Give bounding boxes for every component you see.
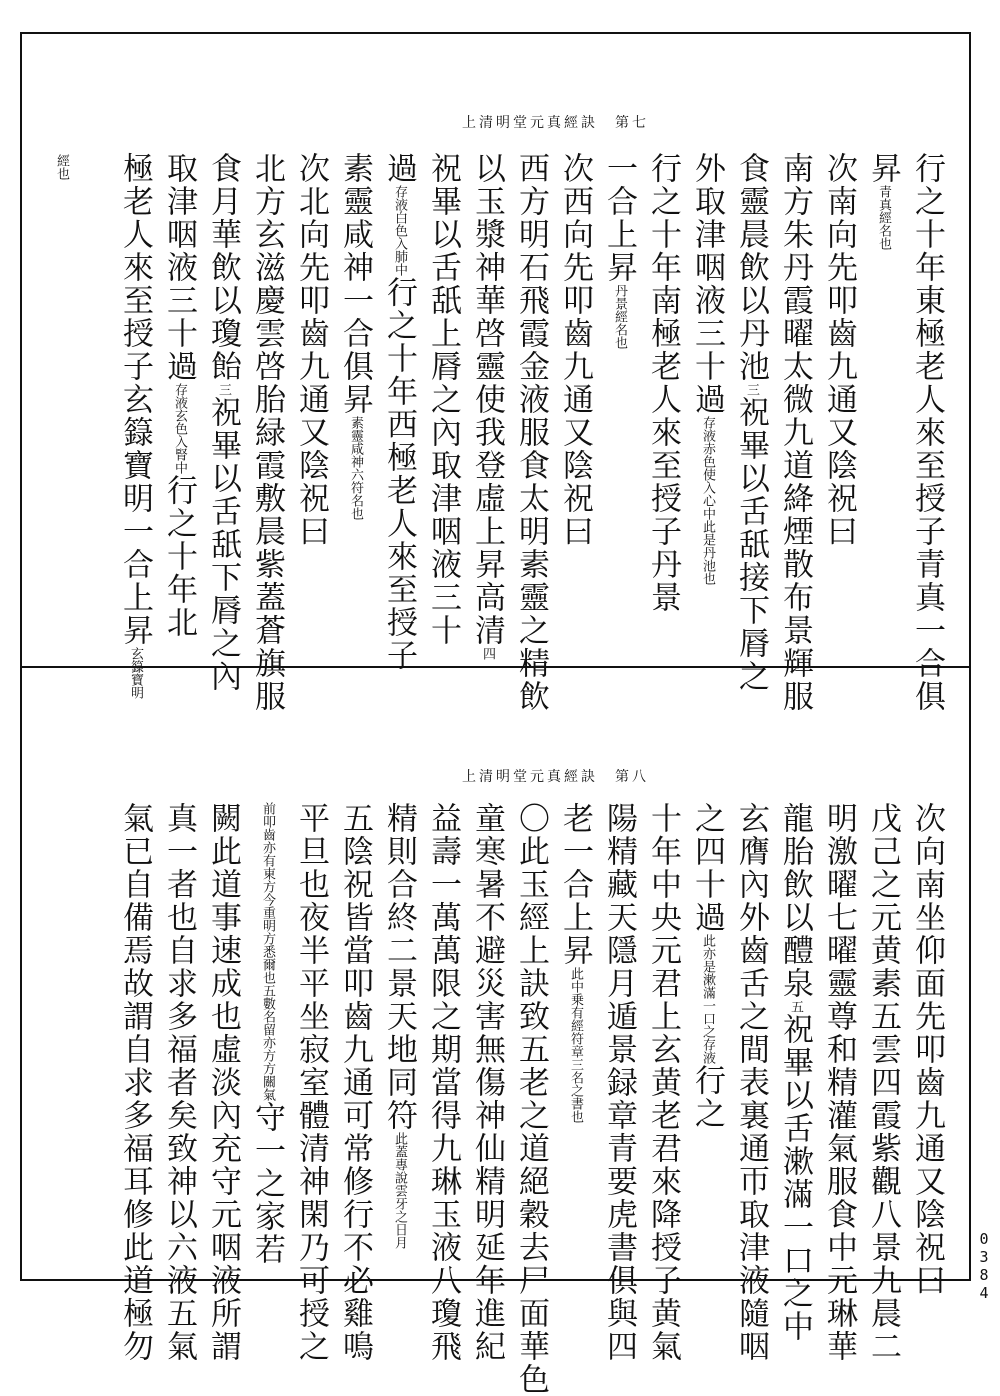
- margin-note: 經也: [54, 154, 69, 180]
- text-columns: [82, 152, 945, 713]
- text: 行之十年西極老人來至授子: [381, 276, 417, 672]
- text: 祝畢以舌漱滿一口之中: [777, 1013, 813, 1343]
- annotation: 丹景經名也: [612, 284, 627, 349]
- text-column: [634, 802, 681, 1363]
- text-column: [590, 152, 637, 349]
- text-column: [898, 802, 945, 1297]
- text: 玄膺內外齒舌之間表裏通帀取津液隨咽: [733, 802, 769, 1363]
- text: 守一之家若: [249, 1101, 285, 1266]
- text-column: [106, 802, 153, 1363]
- text-column: [326, 802, 373, 1363]
- text: 行之十年南極老人來至授子丹景: [645, 152, 681, 614]
- text: 行之: [689, 1064, 725, 1130]
- text: 童寒暑不避災害無傷神仙精明延年進紀: [469, 802, 505, 1363]
- text-column: [590, 802, 637, 1363]
- text: 食月華飲以瓊飴: [205, 152, 241, 383]
- text-column: [238, 802, 285, 1266]
- text-columns: [82, 802, 945, 1396]
- annotation: 五: [788, 1000, 803, 1013]
- text-column: [722, 802, 769, 1363]
- annotation: 青真經名也: [876, 185, 891, 250]
- running-header: 上清明堂元真經訣 第八: [462, 769, 649, 785]
- text-column: [238, 152, 285, 713]
- annotation: 三: [216, 383, 231, 396]
- annotation: 玄籙寶明: [128, 647, 143, 699]
- text-column: [370, 802, 417, 1249]
- text-column: [766, 802, 813, 1343]
- text: 食靈晨飲以丹池: [733, 152, 769, 383]
- text: 陽精藏天隱月遁景録章青要虎書俱與四: [601, 802, 637, 1363]
- annotation: 存液玄色入腎中: [172, 383, 187, 474]
- annotation: 四: [480, 647, 495, 660]
- text: 行之十年東極老人來至授子青真一合俱: [909, 152, 945, 713]
- text: 次向南坐仰面先叩齒九通又陰祝曰: [909, 802, 945, 1297]
- text-column: [854, 152, 901, 250]
- text: 戊己之元黄素五雲四霞紫觀八景九晨二: [865, 802, 901, 1363]
- text-column: [634, 152, 681, 614]
- text-column: [810, 802, 857, 1363]
- text: 祝畢以舌舐上脣之內取津咽液三十: [425, 152, 461, 647]
- text-column: [282, 802, 329, 1363]
- text-column: [854, 802, 901, 1363]
- text-column: [766, 152, 813, 713]
- text: 精則合終二景天地同符: [381, 802, 417, 1132]
- text: 〇此玉經上訣致五老之道絕穀去尸面華色: [513, 802, 549, 1396]
- text-column: [194, 802, 241, 1363]
- text: 五陰祝皆當叩齒九通可常修行不必雞鳴: [337, 802, 373, 1363]
- lower-page: [22, 666, 969, 1396]
- text-column: [810, 152, 857, 548]
- text: 龍胎飲以醴泉: [777, 802, 813, 1000]
- text: 益壽一萬萬限之期當得九琳玉液八瓊飛: [425, 802, 461, 1363]
- annotation: 素靈咸神六符名也: [348, 416, 363, 520]
- text: 次西向先叩齒九通又陰祝曰: [557, 152, 593, 548]
- text-column: [546, 152, 593, 548]
- annotation: 三: [744, 383, 759, 396]
- text: 老一合上昇: [557, 802, 593, 967]
- text: 以玉漿神華啓靈使我登虛上昇高清: [469, 152, 505, 647]
- text: 明激曜七曜靈尊和精灌氣服食中元琳華: [821, 802, 857, 1363]
- text: 闕此道事速成也虛淡內充守元咽液所謂: [205, 802, 241, 1363]
- text: 祝畢以舌舐接下脣之: [733, 396, 769, 693]
- text-column: [370, 152, 417, 672]
- annotation: 存液白色入肺中: [392, 185, 407, 276]
- text-column: [898, 152, 945, 713]
- text: 氣已自備焉故謂自求多福耳修此道極勿: [117, 802, 153, 1363]
- text: 昇: [865, 152, 901, 185]
- text: 極老人來至授子玄籙寶明一合上昇: [117, 152, 153, 647]
- text-column: [458, 802, 505, 1363]
- text: 次北向先叩齒九通又陰祝曰: [293, 152, 329, 548]
- text: 行之十年北: [161, 474, 197, 639]
- text-column: [458, 152, 505, 660]
- text: 平旦也夜半平坐寂室體清神閑乃可授之: [293, 802, 329, 1363]
- text: 南方朱丹霞曜太微九道絳煙散布景輝服: [777, 152, 813, 713]
- text-column: [150, 802, 197, 1363]
- text: 次南向先叩齒九通又陰祝曰: [821, 152, 857, 548]
- text-column: [414, 802, 461, 1363]
- text: 素靈咸神一合俱昇: [337, 152, 373, 416]
- running-header: 上清明堂元真經訣 第七: [462, 115, 649, 131]
- text: 西方明石飛霞金液服食太明素靈之精飲: [513, 152, 549, 713]
- page-frame: [20, 32, 971, 1396]
- text-column: [722, 152, 769, 693]
- text-column: [194, 152, 241, 693]
- annotation: 存液赤色使入心中此是丹池也: [700, 416, 715, 585]
- text: 過: [381, 152, 417, 185]
- text: 一合上昇: [601, 152, 637, 284]
- annotation: 此蓋專說雲牙之日月: [392, 1132, 407, 1249]
- annotation: 此亦是漱滿一口之存液: [700, 934, 715, 1064]
- text-column: [546, 802, 593, 1123]
- text: 十年中央元君上玄黄老君來降授子黄氣: [645, 802, 681, 1363]
- text-column: [678, 152, 725, 585]
- text-column: [678, 802, 725, 1130]
- text: 外取津咽液三十過: [689, 152, 725, 416]
- text: 取津咽液三十過: [161, 152, 197, 383]
- text-column: [414, 152, 461, 647]
- annotation: 此中乗有經符章三名之書也: [568, 967, 583, 1123]
- text: 北方玄滋慶雲啓胎緑霞敷晨紫蓋蒼旗服: [249, 152, 285, 713]
- upper-page: [22, 34, 969, 713]
- text-column: [502, 152, 549, 713]
- text: 祝畢以舌舐下脣之內: [205, 396, 241, 693]
- text-column: [150, 152, 197, 639]
- page-number: 0384: [975, 1230, 993, 1302]
- text-column: [326, 152, 373, 520]
- text: 真一者也自求多福者矣致神以六液五氣: [161, 802, 197, 1363]
- annotation: 前叩齒亦有東方今重明方悉爾也五數名留亦方方關氣: [260, 802, 275, 1101]
- text-column: [282, 152, 329, 548]
- text: 之四十過: [689, 802, 725, 934]
- text-column: [106, 152, 153, 699]
- text-column: [502, 802, 549, 1396]
